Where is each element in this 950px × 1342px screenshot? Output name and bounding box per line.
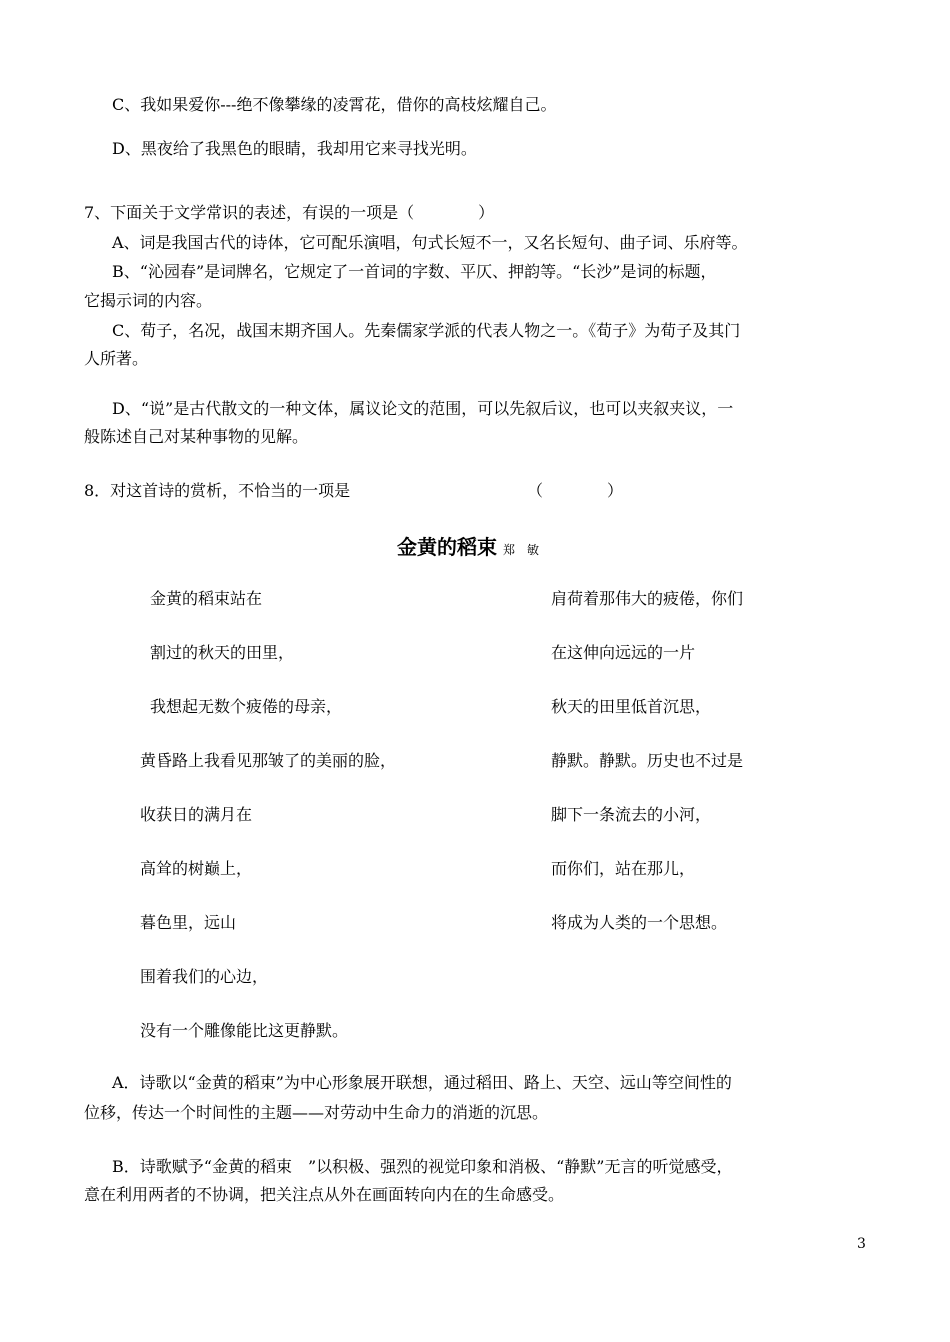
q7-option-c-line1: C、荀子，名况，战国末期齐国人。先秦儒家学派的代表人物之一。《荀子》为荀子及其门 [112,321,741,340]
poem-title: 金黄的稻束 [397,535,497,559]
poem-left-line: 围着我们的心边， [140,967,269,986]
poem-left-line: 暮色里，远山 [140,913,237,932]
poem-left-line: 高耸的树巅上， [140,859,253,878]
poem-right-line: 静默。静默。历史也不过是 [551,751,744,770]
q7-option-a: A、词是我国古代的诗体，它可配乐演唱，句式长短不一，又名长短句、曲子词、乐府等。 [112,233,748,252]
poem-author: 郑 敏 [503,543,540,557]
q8-option-a-line2: 位移，传达一个时间性的主题——对劳动中生命力的消逝的沉思。 [84,1103,549,1122]
poem-right-line: 肩荷着那伟大的疲倦，你们 [551,589,744,608]
poem-right-line: 脚下一条流去的小河， [551,805,712,824]
poem-title-block [397,536,539,561]
q8-option-a-line1: A．诗歌以“金黄的稻束”为中心形象展开联想，通过稻田、路上、天空、远山等空间性的 [112,1073,732,1092]
poem-left-line: 收获日的满月在 [140,805,253,824]
q7-option-d-line2: 般陈述自己对某种事物的见解。 [84,427,309,446]
q8-answer-blank: （ ） [527,481,624,500]
q8-option-b-line2: 意在利用两者的不协调，把关注点从外在画面转向内在的生命感受。 [84,1185,565,1204]
page-number: 3 [857,1236,866,1252]
poem-right-line: 在这伸向远远的一片 [551,643,696,662]
q7-option-b-line2: 它揭示词的内容。 [84,291,213,310]
poem-left-line: 黄昏路上我看见那皱了的美丽的脸， [140,751,397,770]
poem-right-line: 秋天的田里低首沉思， [551,697,712,716]
q6-option-d: D、黑夜给了我黑色的眼睛，我却用它来寻找光明。 [112,139,477,158]
q7-stem: 7、下面关于文学常识的表述，有误的一项是（ ） [84,203,495,222]
poem-left-line: 金黄的稻束站在 [150,589,263,608]
q8-option-b-line1: B．诗歌赋予“金黄的稻束 ”以积极、强烈的视觉印象和消极、“静默”无言的听觉感受， [112,1157,733,1176]
poem-left-line: 割过的秋天的田里， [150,643,295,662]
poem-right-line: 而你们，站在那儿， [551,859,696,878]
q7-option-d-line1: D、“说”是古代散文的一种文体，属议论文的范围，可以先叙后议，也可以夹叙夹议，一 [112,399,734,418]
poem-left-line: 我想起无数个疲倦的母亲， [150,697,343,716]
poem-left-line: 没有一个雕像能比这更静默。 [140,1021,349,1040]
q7-option-b-line1: B、“沁园春”是词牌名，它规定了一首词的字数、平仄、押韵等。“长沙”是词的标题， [112,262,717,281]
q7-option-c-line2: 人所著。 [84,349,149,368]
q6-option-c: C、我如果爱你---绝不像攀缘的凌霄花，借你的高枝炫耀自己。 [112,95,557,114]
poem-right-line: 将成为人类的一个思想。 [551,913,728,932]
q8-stem: 8．对这首诗的赏析，不恰当的一项是 [84,481,351,500]
